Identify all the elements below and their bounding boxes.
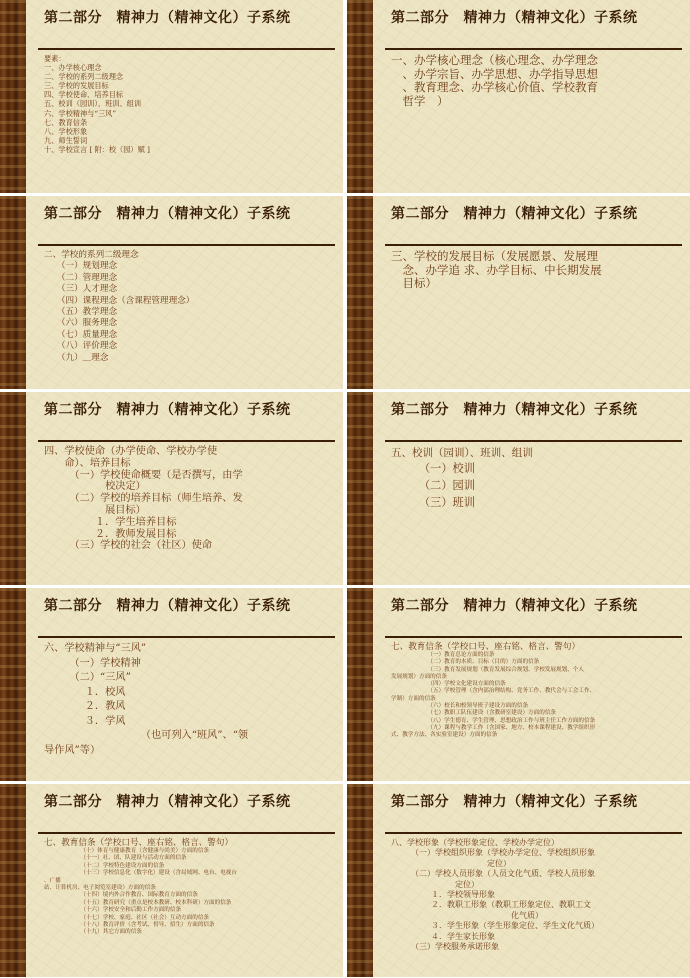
slide-title: 第二部分 精神力（精神文化）子系统 xyxy=(44,598,291,614)
slide-body xyxy=(44,250,333,364)
body-line: （九）课程与教学工作（含国家、地方、校本课程建设、教学组织形 xyxy=(391,724,596,731)
body-line: （五）教学理念 xyxy=(44,307,118,318)
body-line: ３．学生形象（学生形象定位、学生文化气质） xyxy=(391,921,599,931)
title-divider xyxy=(38,244,335,246)
body-line: 定位） xyxy=(391,858,511,868)
body-line: 要素： xyxy=(44,54,66,63)
body-line: 定位） xyxy=(391,879,479,889)
title-divider xyxy=(385,48,682,50)
slide-body xyxy=(44,642,333,758)
body-line: 四、学校使命、培养目标 xyxy=(44,90,124,100)
body-line: 五、校训（园训）、班训、组训 xyxy=(391,447,533,459)
slide-9[interactable] xyxy=(0,784,343,977)
slide-body xyxy=(391,642,680,740)
title-divider xyxy=(385,244,682,246)
wood-sidebar xyxy=(347,392,373,585)
body-line: 八、学校形象（学校形象定位、学校办学定位） xyxy=(391,838,559,847)
body-line: １．校风 xyxy=(44,686,126,698)
slide-6[interactable] xyxy=(347,392,690,585)
body-line: 八、学校形象 xyxy=(44,126,88,136)
wood-sidebar xyxy=(0,784,26,977)
body-line: （五）学校管理（含内部治理结构、党务工作、教代会与工会工作、 xyxy=(391,688,596,695)
body-line: 二、学校的系列二级理念 xyxy=(44,72,124,82)
body-line: （十）体育与健康教育（含健康与尚美）方面的信条 xyxy=(44,848,210,854)
slide-title: 第二部分 精神力（精神文化）子系统 xyxy=(44,10,291,26)
title-divider xyxy=(385,832,682,834)
body-line: 七、教育信条（学校口号、座右铭、格言、警句） xyxy=(391,642,581,652)
wood-sidebar xyxy=(0,196,26,389)
slide-title: 第二部分 精神力（精神文化）子系统 xyxy=(44,402,291,418)
body-line: （三）班训 xyxy=(391,496,475,509)
slide-body xyxy=(391,250,680,291)
title-divider xyxy=(38,48,335,50)
body-line: （一）教育总论方面的信条 xyxy=(391,652,495,658)
body-line: 六、学校精神与“三风” xyxy=(44,108,117,118)
slide-body xyxy=(44,838,333,937)
slide-title: 第二部分 精神力（精神文化）子系统 xyxy=(391,206,638,222)
slide-body xyxy=(391,838,680,952)
slide-title: 第二部分 精神力（精神文化）子系统 xyxy=(391,794,638,810)
slide-5[interactable] xyxy=(0,392,343,585)
body-line: 念、办学追 求、办学目标、中长期发展 xyxy=(391,262,602,277)
body-line: （十六）学校安全和后勤工作方面的信条 xyxy=(44,907,182,914)
body-line: 四、学校使命（办学使命、学校办学使 xyxy=(44,446,218,457)
body-line: （一）规划理念 xyxy=(44,261,118,272)
title-divider xyxy=(38,832,335,834)
body-line: （二）教育的本质、目标（目的）方面的信条 xyxy=(391,659,540,666)
body-line: 一、办学核心理念（核心理念、办学理念 xyxy=(391,53,598,67)
body-line: （十五）教育研究（重点是校本教研、校本科研）方面的信条 xyxy=(44,899,232,906)
body-line: 目标） xyxy=(391,276,437,291)
body-line: （十四）境内外合作教育、国际教育方面的信条 xyxy=(44,892,198,899)
wood-sidebar xyxy=(347,196,373,389)
body-line: （一）学校精神 xyxy=(44,657,141,669)
body-line: 五、校训（园训）、班训、组训 xyxy=(44,99,142,109)
body-line: 站、计算机房、电子阅览室建设）方面的信条 xyxy=(44,885,156,892)
slide-body xyxy=(391,54,680,108)
slide-3[interactable] xyxy=(0,196,343,389)
body-line: （十二）学校特色建设方面的信条 xyxy=(44,862,165,869)
body-line: 、办学宗旨、办学思想、办学指导思想 xyxy=(391,66,598,81)
body-line: （三）人才理念 xyxy=(44,284,118,295)
body-line: （三）学校的社会（社区）使命 xyxy=(44,540,213,552)
wood-sidebar xyxy=(0,588,26,781)
body-line: （十七）学校、家庭、社区（社会）互动方面的信条 xyxy=(44,914,210,921)
slide-body xyxy=(44,446,333,552)
body-line: 三、学校的发展目标（发展愿景、发展理 xyxy=(391,249,598,263)
body-line: 导作风”等） xyxy=(44,744,101,756)
body-line: （三）教育发展规划（教育发展综合规划、学校发展规划、个人 xyxy=(391,666,584,673)
body-line: （二）管理理念 xyxy=(44,272,118,283)
body-line: （一）学校使命概要（是否撰写，由学 xyxy=(44,469,243,481)
wood-sidebar xyxy=(0,392,26,585)
body-line: 一、办学核心理念 xyxy=(44,63,102,73)
body-line: （七）教职工队伍建设（含教研室建设）方面的信条 xyxy=(391,710,557,717)
body-line: 七、教育信条（学校口号、座右铭、格言、警句） xyxy=(44,838,234,848)
slide-title: 第二部分 精神力（精神文化）子系统 xyxy=(44,794,291,810)
body-line: （二）学校的培养目标（师生培养、发 xyxy=(44,493,243,505)
slide-8[interactable] xyxy=(347,588,690,781)
slide-title: 第二部分 精神力（精神文化）子系统 xyxy=(391,10,638,26)
body-line: （二）园训 xyxy=(391,479,475,492)
body-line: １．学生培养目标 xyxy=(44,516,177,528)
slide-title: 第二部分 精神力（精神文化）子系统 xyxy=(391,402,638,418)
body-line: （十八）教育评价（含考试、督导、招生）方面的信条 xyxy=(44,922,215,929)
title-divider xyxy=(385,636,682,638)
body-line: 九、师生誓词 xyxy=(44,135,88,145)
body-line: 三、学校的发展目标 xyxy=(44,81,109,91)
body-line: （二）“三风” xyxy=(44,672,131,683)
wood-sidebar xyxy=(347,784,373,977)
slide-title: 第二部分 精神力（精神文化）子系统 xyxy=(391,598,638,614)
body-line: ２．教风 xyxy=(44,701,126,712)
wood-sidebar xyxy=(347,0,373,193)
body-line: （十三）学校信息化（数字化）建设（含局域网、电台、电视台 xyxy=(44,870,237,877)
wood-sidebar xyxy=(347,588,373,781)
slide-1[interactable] xyxy=(0,0,343,193)
body-line: （三）学校服务承诺形象 xyxy=(391,942,499,952)
body-line: （八）评价理念 xyxy=(44,341,118,352)
slide-10[interactable] xyxy=(347,784,690,977)
body-line: ２．教职工形象（教职工形象定位、教职工文 xyxy=(391,900,591,910)
slide-4[interactable] xyxy=(347,196,690,389)
title-divider xyxy=(38,440,335,442)
body-line: （十九）其它方面的信条 xyxy=(44,929,142,936)
body-line: 二、学校的系列二级理念 xyxy=(44,250,139,260)
body-line: （一）学校组织形象（学校办学定位、学校组织形象 xyxy=(391,848,595,858)
wood-sidebar xyxy=(0,0,26,193)
body-line: （七）质量理念 xyxy=(44,329,118,340)
body-line: 六、学校精神与“三风” xyxy=(44,643,147,654)
body-line: 、广播 xyxy=(44,877,61,884)
body-line: 命）、培养目标 xyxy=(44,457,131,469)
body-line: 十、学校宣言 [ 附：校（园）赋 ] xyxy=(44,144,150,154)
body-line: （二）学校人员形象（人员文化气质、学校人员形象 xyxy=(391,869,595,879)
slide-7[interactable] xyxy=(0,588,343,781)
body-line: （十一）社、团、队建设与活动方面的信条 xyxy=(44,855,187,862)
title-divider xyxy=(38,636,335,638)
body-line: ４．学生家长形象 xyxy=(391,931,495,941)
body-line: （六）校长和校领导班子建设方面的信条 xyxy=(391,703,529,710)
body-line: １．学校领导形象 xyxy=(391,890,495,900)
body-line: 学制）方面的信条 xyxy=(391,695,436,702)
body-line: （八）学生德育、学生管理、思想政治工作与班主任工作方面的信条 xyxy=(391,717,596,724)
body-line: ２．教师发展目标 xyxy=(44,528,177,540)
body-line: 哲学 ） xyxy=(391,93,449,108)
body-line: 展目标） xyxy=(44,504,146,516)
body-line: （九）＿理念 xyxy=(44,352,109,363)
slide-body xyxy=(391,446,680,511)
body-line: ３．学风 xyxy=(44,715,126,727)
slide-body xyxy=(44,54,333,154)
body-line: 校决定） xyxy=(44,481,146,493)
body-line: （四）学校文化建设方面的信条 xyxy=(391,681,506,688)
body-line: （也可列入“班风”、“领 xyxy=(44,730,249,741)
body-line: （一）校训 xyxy=(391,462,475,475)
title-divider xyxy=(385,440,682,442)
body-line: 式、教学方法、各实验室建设）方面的信条 xyxy=(391,732,498,739)
body-line: 化气质） xyxy=(391,910,543,920)
body-line: 、教育理念、办学核心价值、学校教育 xyxy=(391,80,598,95)
body-line: （六）服务理念 xyxy=(44,318,118,329)
body-line: （四）课程理念（含课程管理理念） xyxy=(44,295,195,306)
slide-2[interactable] xyxy=(347,0,690,193)
body-line: 七、教育信条 xyxy=(44,117,88,127)
slide-title: 第二部分 精神力（精神文化）子系统 xyxy=(44,206,291,222)
body-line: 发展规划）方面的信条 xyxy=(391,673,447,680)
